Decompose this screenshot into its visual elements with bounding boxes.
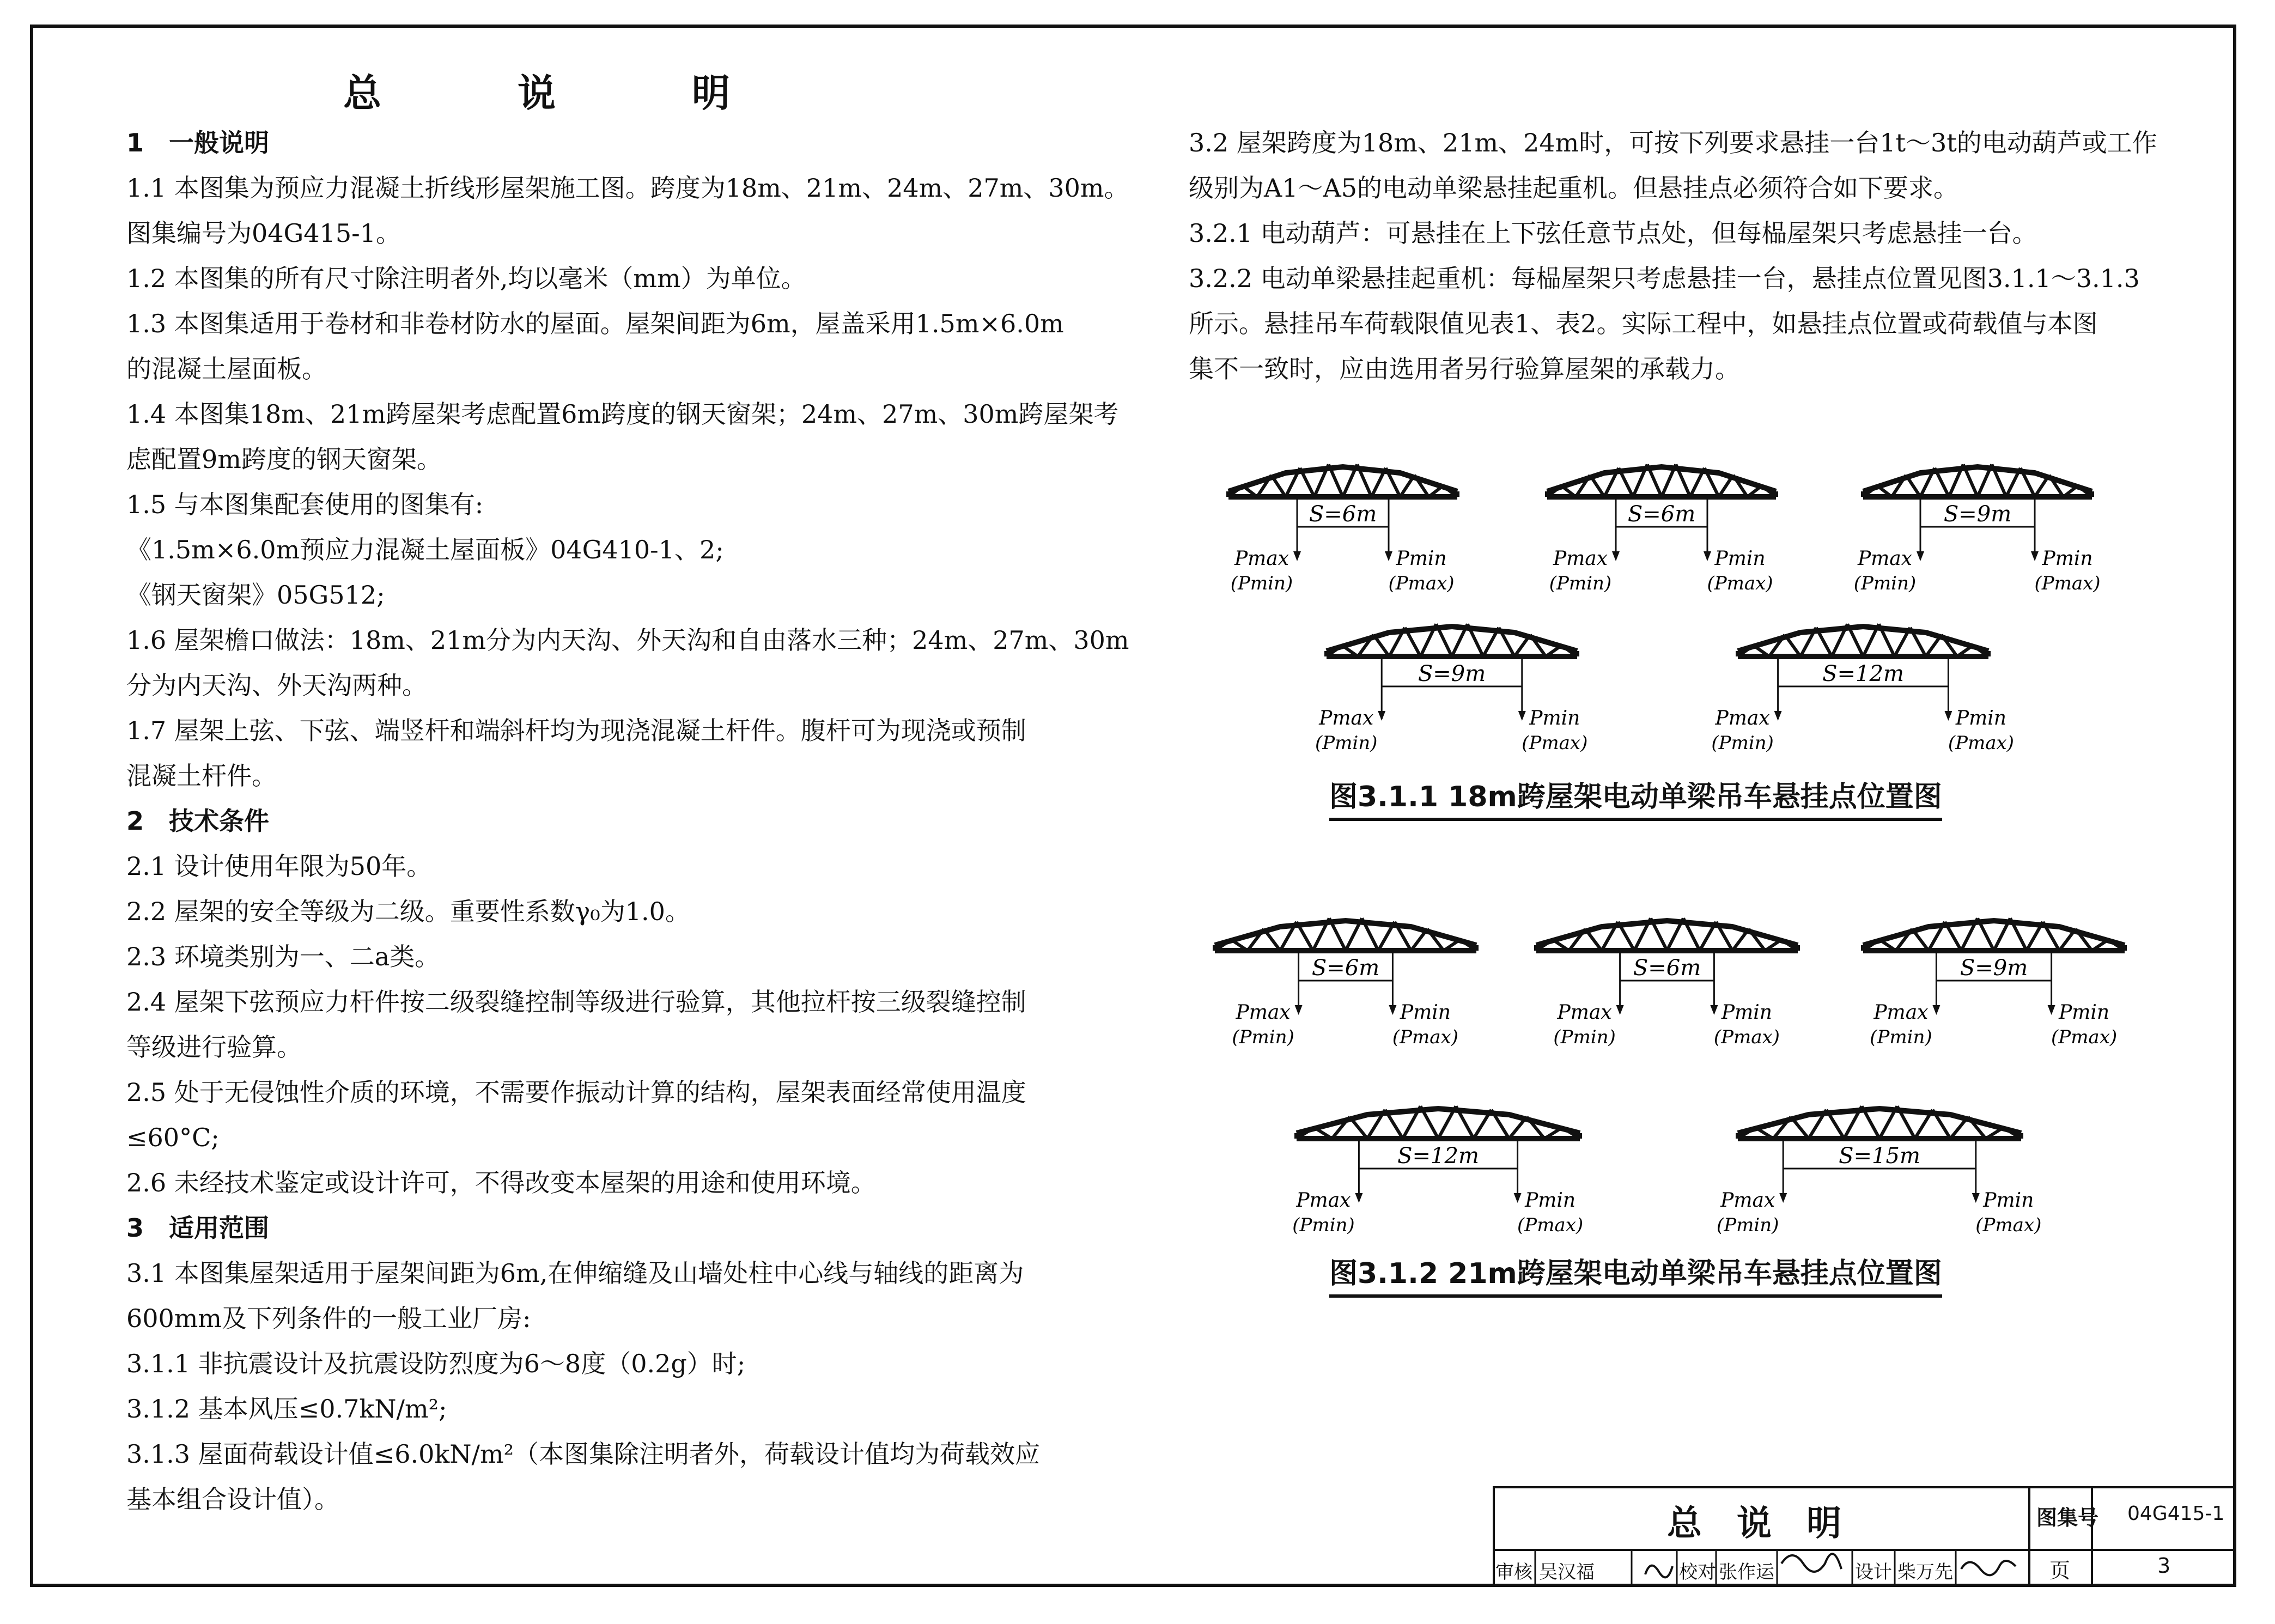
text-line: 1.1 本图集为预应力混凝土折线形屋架施工图。跨度为18m、21m、24m、27m、30m。 bbox=[126, 173, 1129, 203]
text-line: 《钢天窗架》05G512; bbox=[126, 580, 385, 610]
load-label-pmin: Pmin bbox=[1721, 1001, 1772, 1024]
load-label-pmin: Pmin bbox=[1525, 1189, 1576, 1212]
load-label-pmin: (Pmin) bbox=[1232, 1026, 1294, 1048]
span-label: S=12m bbox=[1822, 661, 1904, 686]
load-label-pmax: (Pmax) bbox=[1517, 1214, 1584, 1236]
load-label-pmin: (Pmin) bbox=[1853, 573, 1917, 594]
text-line: 基本组合设计值）。 bbox=[126, 1485, 339, 1514]
text-line: 3.1.2 基本风压≤0.7kN/m²; bbox=[126, 1394, 447, 1424]
titleblock-checker: 张作运 bbox=[1719, 1561, 1774, 1583]
text-line: 集不一致时，应由选用者另行验算屋架的承载力。 bbox=[1189, 354, 1740, 384]
text-line: 1.6 屋架檐口做法：18m、21m分为内天沟、外天沟和自由落水三种；24m、27m、30m bbox=[126, 625, 1129, 655]
load-label-pmin: Pmin bbox=[1529, 707, 1580, 729]
signature-designer bbox=[1961, 1561, 2016, 1575]
load-label-pmin: Pmin bbox=[1400, 1001, 1451, 1024]
span-label: S=15m bbox=[1839, 1144, 1920, 1169]
load-label-pmax: Pmax bbox=[1234, 548, 1289, 570]
titleblock-title: 总 说 明 bbox=[1667, 1504, 1841, 1544]
text-line: 2.1 设计使用年限为50年。 bbox=[126, 851, 432, 881]
figure-caption-18m: 图3.1.1 18m跨屋架电动单梁吊车悬挂点位置图 bbox=[1329, 774, 1942, 821]
text-line: 3.2.1 电动葫芦：可悬挂在上下弦任意节点处，但每榀屋架只考虑悬挂一台。 bbox=[1189, 218, 2037, 248]
titleblock-atlas-label: 图集号 bbox=[2036, 1506, 2099, 1530]
load-label-pmax: (Pmax) bbox=[1948, 732, 2014, 754]
section-heading: 2 技术条件 bbox=[126, 806, 270, 836]
text-line: 1.2 本图集的所有尺寸除注明者外,均以毫米（mm）为单位。 bbox=[126, 264, 806, 293]
load-label-pmin: Pmin bbox=[1955, 707, 2006, 729]
section-heading: 3 适用范围 bbox=[126, 1213, 270, 1243]
load-label-pmax: (Pmax) bbox=[1713, 1026, 1780, 1048]
text-line: 2.4 屋架下弦预应力杆件按二级裂缝控制等级进行验算，其他拉杆按三级裂缝控制 bbox=[126, 987, 1026, 1017]
load-label-pmax: (Pmax) bbox=[1392, 1026, 1458, 1048]
text-line: 混凝土杆件。 bbox=[126, 761, 277, 790]
span-label: S=9m bbox=[1943, 502, 2012, 527]
text-line: 分为内天沟、外天沟两种。 bbox=[126, 671, 427, 700]
load-label-pmin: (Pmin) bbox=[1870, 1026, 1932, 1048]
text-line: 2.2 屋架的安全等级为二级。重要性系数γ₀为1.0。 bbox=[126, 897, 690, 926]
titleblock-designer: 柴万先 bbox=[1897, 1561, 1953, 1583]
titleblock-atlas-no: 04G415-1 bbox=[2127, 1503, 2225, 1525]
text-line: 1.3 本图集适用于卷材和非卷材防水的屋面。屋架间距为6m，屋盖采用1.5m×6.0m bbox=[126, 309, 1064, 338]
titleblock-check-label: 校对 bbox=[1679, 1561, 1716, 1583]
text-line: 1.4 本图集18m、21m跨屋架考虑配置6m跨度的钢天窗架；24m、27m、30m跨屋架考 bbox=[126, 399, 1119, 429]
text-line: 2.6 未经技术鉴定或设计许可，不得改变本屋架的用途和使用环境。 bbox=[126, 1168, 876, 1197]
load-label-pmax: (Pmax) bbox=[1975, 1214, 2042, 1236]
load-label-pmin: Pmin bbox=[1396, 548, 1447, 570]
titleblock-design-label: 设计 bbox=[1855, 1561, 1892, 1583]
signature-reviewer bbox=[1645, 1566, 1672, 1578]
span-label: S=6m bbox=[1627, 502, 1696, 527]
text-line: 1.7 屋架上弦、下弦、端竖杆和端斜杆均为现浇混凝土杆件。腹杆可为现浇或预制 bbox=[126, 716, 1026, 745]
span-label: S=12m bbox=[1397, 1144, 1479, 1169]
text-line: 600mm及下列条件的一般工业厂房: bbox=[126, 1304, 531, 1333]
text-line: 虑配置9m跨度的钢天窗架。 bbox=[126, 445, 442, 474]
load-label-pmax: (Pmax) bbox=[2051, 1026, 2118, 1048]
load-label-pmax: Pmax bbox=[1720, 1189, 1775, 1212]
titleblock-page-no: 3 bbox=[2157, 1554, 2171, 1578]
load-label-pmin: (Pmin) bbox=[1315, 732, 1378, 754]
text-line: 图集编号为04G415-1。 bbox=[126, 218, 401, 248]
text-line: 级别为A1～A5的电动单梁悬挂起重机。但悬挂点必须符合如下要求。 bbox=[1189, 173, 1958, 203]
load-label-pmin: (Pmin) bbox=[1549, 573, 1612, 594]
load-label-pmax: (Pmax) bbox=[1522, 732, 1588, 754]
load-label-pmax: Pmax bbox=[1557, 1001, 1612, 1024]
load-label-pmax: (Pmax) bbox=[2034, 573, 2101, 594]
load-label-pmax: Pmax bbox=[1715, 707, 1770, 729]
load-label-pmin: (Pmin) bbox=[1553, 1026, 1616, 1048]
load-label-pmax: Pmax bbox=[1319, 707, 1374, 729]
load-label-pmin: (Pmin) bbox=[1716, 1214, 1779, 1236]
page-title: 总 说 明 bbox=[343, 71, 779, 115]
load-label-pmax: (Pmax) bbox=[1707, 573, 1773, 594]
text-line: 3.1.3 屋面荷载设计值≤6.0kN/m²（本图集除注明者外，荷载设计值均为荷载效应 bbox=[126, 1439, 1041, 1469]
span-label: S=6m bbox=[1633, 956, 1701, 981]
text-line: 所示。悬挂吊车荷载限值见表1、表2。实际工程中，如悬挂点位置或荷载值与本图 bbox=[1189, 309, 2098, 338]
load-label-pmax: Pmax bbox=[1857, 548, 1913, 570]
load-label-pmin: Pmin bbox=[1714, 548, 1766, 570]
span-label: S=9m bbox=[1418, 661, 1486, 686]
text-line: ≤60°C; bbox=[126, 1123, 220, 1152]
load-label-pmax: Pmax bbox=[1296, 1189, 1351, 1212]
load-label-pmin: Pmin bbox=[1983, 1189, 2034, 1212]
section-heading: 1 一般说明 bbox=[126, 128, 270, 157]
span-label: S=6m bbox=[1311, 956, 1380, 981]
span-label: S=9m bbox=[1960, 956, 2028, 981]
titleblock-reviewer: 吴汉福 bbox=[1539, 1561, 1595, 1583]
text-line: 《1.5m×6.0m预应力混凝土屋面板》04G410-1、2; bbox=[126, 535, 724, 564]
load-label-pmax: (Pmax) bbox=[1388, 573, 1455, 594]
text-line: 等级进行验算。 bbox=[126, 1032, 302, 1062]
text-line: 3.2.2 电动单梁悬挂起重机：每榀屋架只考虑悬挂一台，悬挂点位置见图3.1.1～3.1.3 bbox=[1189, 264, 2140, 293]
text-line: 2.3 环境类别为一、二a类。 bbox=[126, 942, 440, 971]
text-line: 1.5 与本图集配套使用的图集有: bbox=[126, 490, 484, 519]
titleblock-review-label: 审核 bbox=[1495, 1561, 1532, 1583]
load-label-pmin: (Pmin) bbox=[1711, 732, 1774, 754]
load-label-pmin: Pmin bbox=[2042, 548, 2093, 570]
text-line: 3.1.1 非抗震设计及抗震设防烈度为6～8度（0.2g）时; bbox=[126, 1349, 746, 1378]
load-label-pmin: Pmin bbox=[2059, 1001, 2110, 1024]
text-line: 3.2 屋架跨度为18m、21m、24m时，可按下列要求悬挂一台1t～3t的电动葫芦或工作 bbox=[1189, 128, 2157, 157]
load-label-pmax: Pmax bbox=[1236, 1001, 1291, 1024]
text-line: 3.1 本图集屋架适用于屋架间距为6m,在伸缩缝及山墙处柱中心线与轴线的距离为 bbox=[126, 1258, 1024, 1288]
figure-caption-21m: 图3.1.2 21m跨屋架电动单梁吊车悬挂点位置图 bbox=[1329, 1250, 1942, 1298]
titleblock-page-label: 页 bbox=[2049, 1559, 2071, 1583]
span-label: S=6m bbox=[1309, 502, 1377, 527]
text-line: 的混凝土屋面板。 bbox=[126, 354, 327, 384]
text-line: 2.5 处于无侵蚀性介质的环境，不需要作振动计算的结构，屋架表面经常使用温度 bbox=[126, 1078, 1026, 1107]
load-label-pmin: (Pmin) bbox=[1230, 573, 1293, 594]
load-label-pmax: Pmax bbox=[1553, 548, 1608, 570]
load-label-pmax: Pmax bbox=[1873, 1001, 1929, 1024]
load-label-pmin: (Pmin) bbox=[1292, 1214, 1355, 1236]
signature-checker bbox=[1781, 1554, 1841, 1572]
